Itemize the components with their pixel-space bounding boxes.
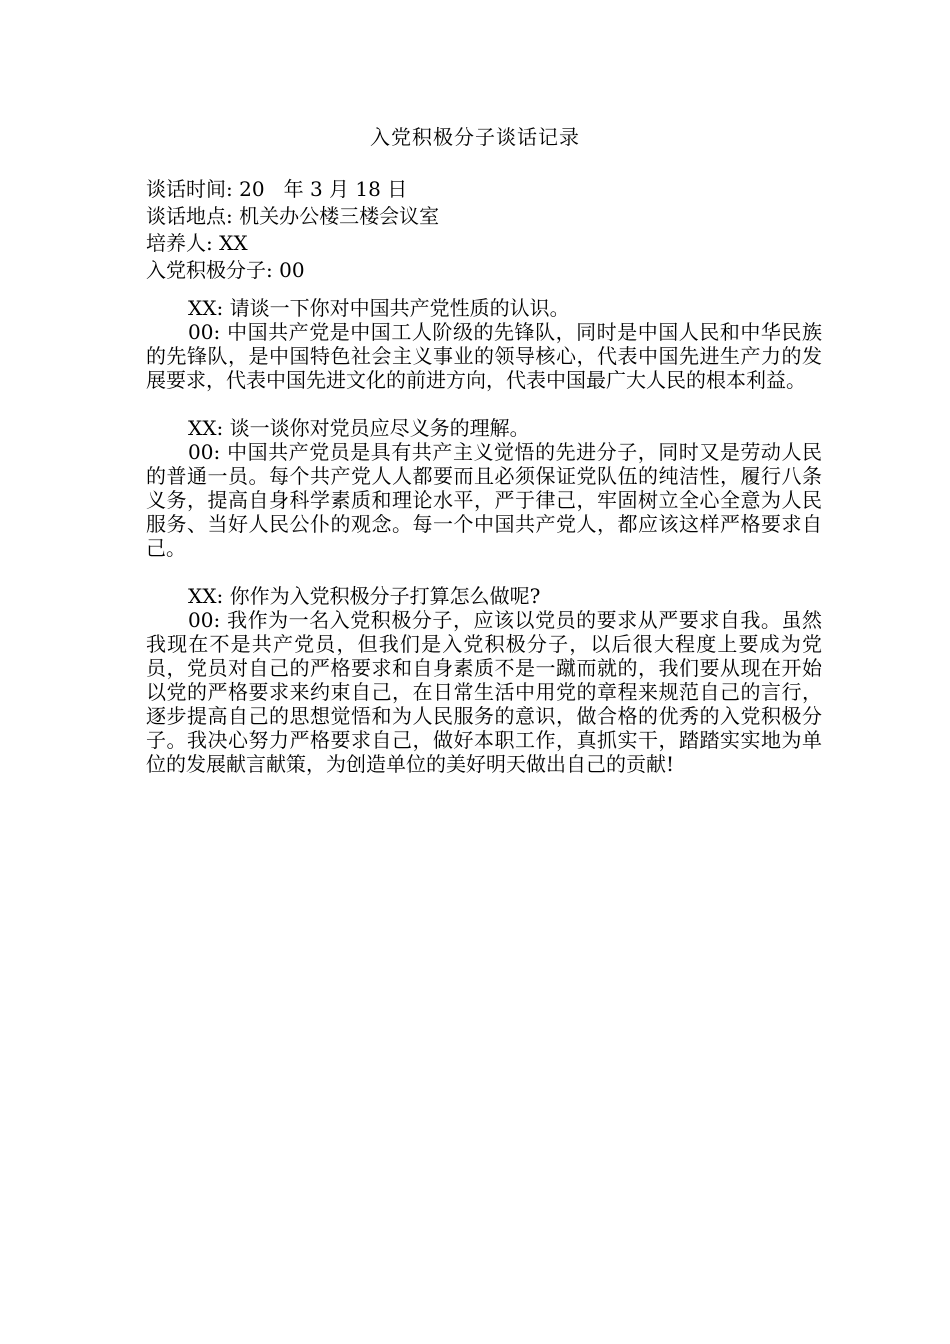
paragraph-gap: [146, 560, 822, 584]
dialogue-body: [146, 296, 822, 776]
paragraph-gap: [146, 392, 822, 416]
answer-1: 00: 中国共产党是中国工人阶级的先锋队，同时是中国人民和中华民族的先锋队，是中国特色社会主义事业的领导核心，代表中国先进生产力的发展要求，代表中国先进文化的前进方向，代表中国最广大人民的根本利益。: [146, 320, 822, 392]
trainer-name: 培养人: XX: [146, 231, 248, 255]
question-1: XX: 请谈一下你对中国共产党性质的认识。: [188, 296, 570, 320]
document-title: 入党积极分子谈话记录: [370, 125, 580, 149]
meeting-info: [146, 176, 826, 284]
meeting-place: 谈话地点: 机关办公楼三楼会议室: [146, 204, 440, 228]
answer-3: 00: 我作为一名入党积极分子，应该以党员的要求从严要求自我。虽然我现在不是共产党员，但我们是入党积极分子，以后很大程度上要成为党员，党员对自己的严格要求和自身素质不是一蹴而就的，我们要从现在开始以党的严格要求来约束自己，在日常生活中用党的章程来规范自己的言行，逐步提高自己的思想觉悟和为人民服务的意识，做合格的优秀的入党积极分子。我决心努力严格要求自己，做好本职工作，真抓实干，踏踏实实地为单位的发展献言献策，为创造单位的美好明天做出自己的贡献!: [146, 608, 822, 776]
activist-name: 入党积极分子: 00: [146, 258, 305, 282]
meeting-time: 谈话时间: 20 年 3 月 18 日: [146, 177, 408, 201]
question-2: XX: 谈一谈你对党员应尽义务的理解。: [188, 416, 530, 440]
answer-2: 00: 中国共产党员是具有共产主义觉悟的先进分子，同时又是劳动人民的普通一员。每个共产党人人都要而且必须保证党队伍的纯洁性，履行八条义务，提高自身科学素质和理论水平，严于律己，牢固树立全心全意为人民服务、当好人民公仆的观念。每一个中国共产党人，都应该这样严格要求自己。: [146, 440, 822, 560]
question-3: XX: 你作为入党积极分子打算怎么做呢?: [188, 584, 541, 608]
